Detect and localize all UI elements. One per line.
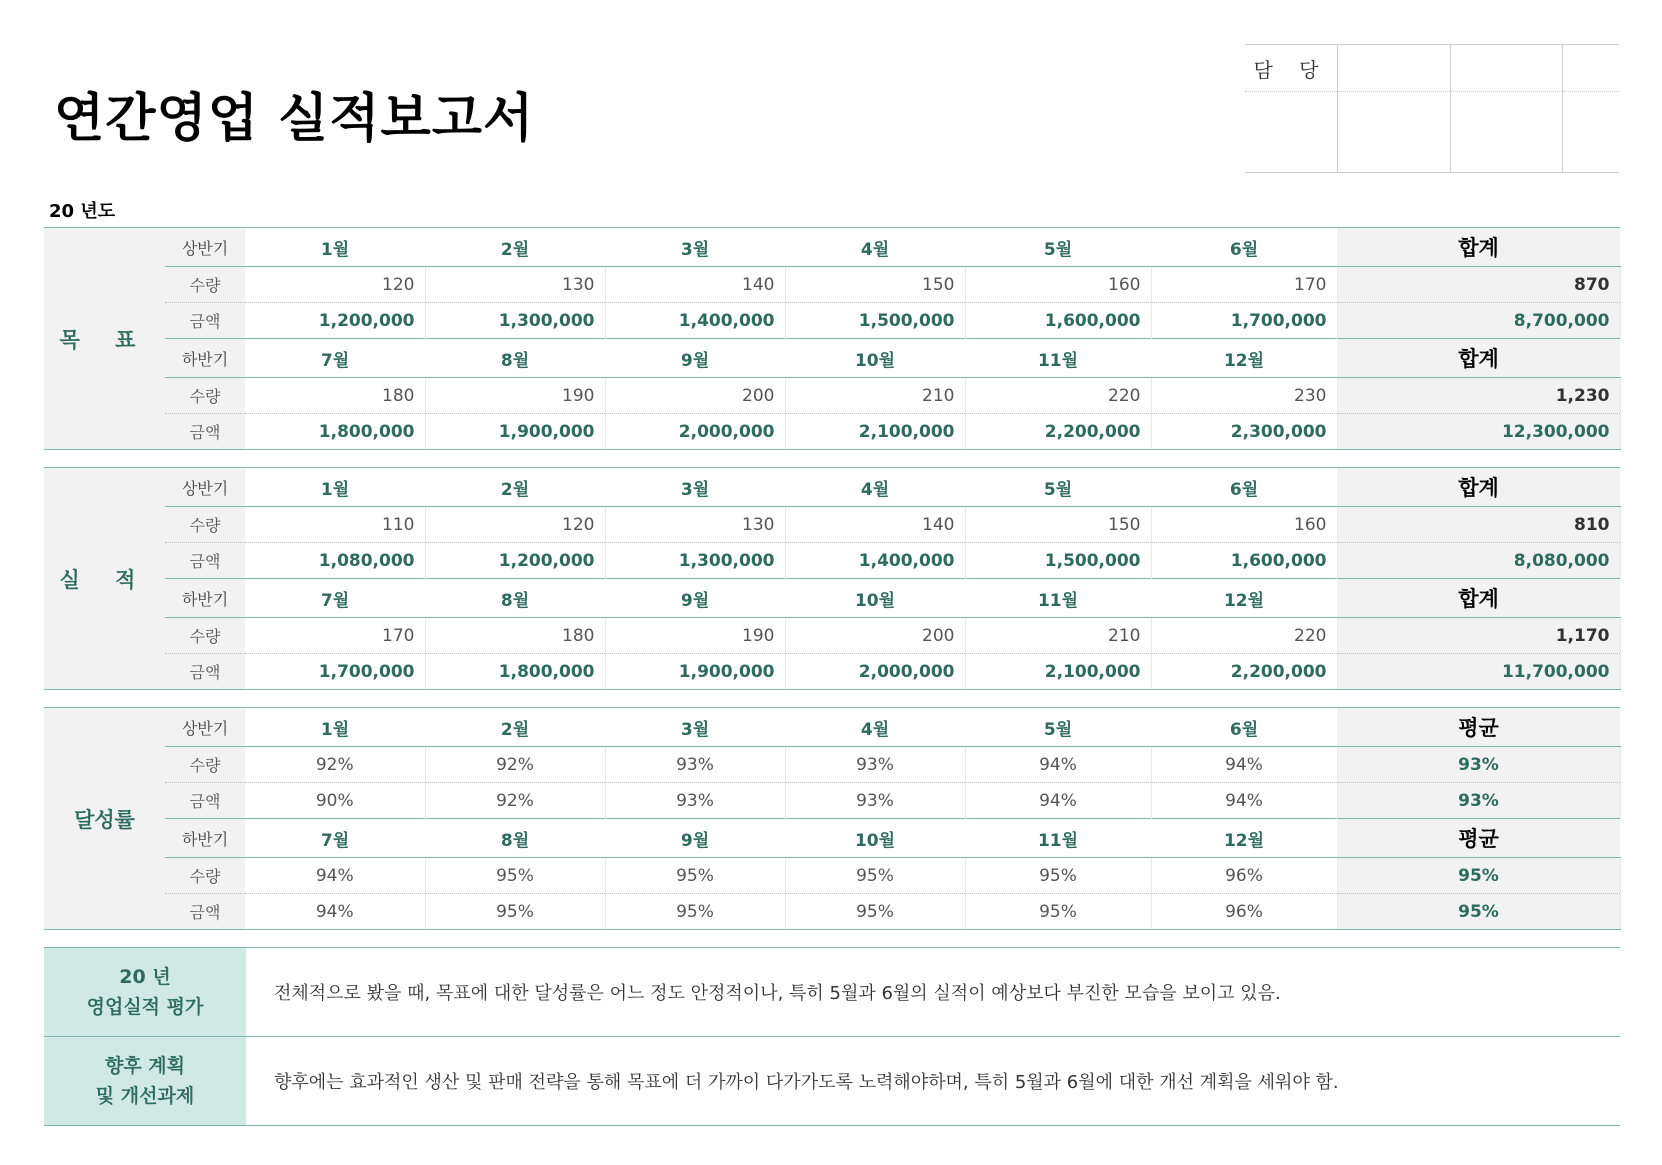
month-header: 11월 — [965, 819, 1151, 858]
amount-total: 93% — [1337, 783, 1620, 819]
month-header: 3월 — [605, 708, 785, 747]
quantity-cell[interactable]: 92% — [425, 747, 605, 783]
month-header: 7월 — [245, 339, 425, 378]
amount-cell[interactable]: 1,500,000 — [965, 543, 1151, 579]
row-label: 수량 — [165, 267, 245, 303]
page-title: 연간영업 실적보고서 — [54, 89, 535, 149]
row-label: 금액 — [165, 783, 245, 819]
amount-cell[interactable]: 1,400,000 — [785, 543, 965, 579]
amount-cell[interactable]: 2,200,000 — [1151, 654, 1337, 690]
quantity-cell[interactable]: 150 — [785, 267, 965, 303]
amount-cell[interactable]: 1,800,000 — [245, 414, 425, 450]
quantity-total: 1,170 — [1337, 618, 1620, 654]
amount-cell[interactable]: 1,200,000 — [425, 543, 605, 579]
quantity-cell[interactable]: 95% — [785, 858, 965, 894]
approval-label: 담 당 — [1245, 45, 1338, 92]
section-label: 실 적 — [44, 468, 165, 690]
total-header: 합계 — [1337, 579, 1620, 618]
row-label: 수량 — [165, 618, 245, 654]
month-header: 7월 — [245, 819, 425, 858]
row-label: 금액 — [165, 543, 245, 579]
amount-cell[interactable]: 2,100,000 — [965, 654, 1151, 690]
quantity-row — [44, 747, 1620, 783]
amount-cell[interactable]: 1,700,000 — [1151, 303, 1337, 339]
approval-box — [1245, 44, 1619, 173]
amount-cell[interactable]: 1,080,000 — [245, 543, 425, 579]
month-header: 1월 — [245, 228, 425, 267]
half-header-row — [44, 708, 1620, 747]
month-header: 10월 — [785, 339, 965, 378]
month-header: 2월 — [425, 468, 605, 507]
month-header: 6월 — [1151, 228, 1337, 267]
amount-cell[interactable]: 1,700,000 — [245, 654, 425, 690]
row-label: 수량 — [165, 378, 245, 414]
signature-cell[interactable] — [1563, 92, 1619, 173]
amount-cell[interactable]: 1,300,000 — [605, 543, 785, 579]
row-label: 수량 — [165, 507, 245, 543]
achievement-section — [44, 707, 1620, 930]
approval-cell[interactable] — [1450, 45, 1563, 92]
amount-cell[interactable]: 1,400,000 — [605, 303, 785, 339]
half-header-row — [44, 468, 1620, 507]
quantity-total: 1,230 — [1337, 378, 1620, 414]
half-header-row — [44, 819, 1620, 858]
quantity-row — [44, 618, 1620, 654]
amount-cell[interactable]: 93% — [605, 783, 785, 819]
total-header: 합계 — [1337, 228, 1620, 267]
quantity-cell[interactable]: 160 — [1151, 507, 1337, 543]
year-label: 20 년도 — [49, 201, 116, 222]
quantity-cell[interactable]: 190 — [605, 618, 785, 654]
month-header: 9월 — [605, 579, 785, 618]
amount-row — [44, 783, 1620, 819]
amount-cell[interactable]: 1,600,000 — [965, 303, 1151, 339]
section-label: 달성률 — [44, 708, 165, 930]
quantity-cell[interactable]: 210 — [785, 378, 965, 414]
total-header: 평균 — [1337, 819, 1620, 858]
amount-cell[interactable]: 2,000,000 — [605, 414, 785, 450]
approval-cell[interactable] — [1563, 45, 1619, 92]
amount-cell[interactable]: 2,000,000 — [785, 654, 965, 690]
amount-cell[interactable]: 1,900,000 — [425, 414, 605, 450]
evaluation-label: 20 년 영업실적 평가 — [44, 948, 246, 1037]
month-header: 4월 — [785, 708, 965, 747]
quantity-cell[interactable]: 94% — [1151, 747, 1337, 783]
row-label: 금액 — [165, 303, 245, 339]
month-header: 2월 — [425, 228, 605, 267]
month-header: 6월 — [1151, 708, 1337, 747]
amount-cell[interactable]: 94% — [965, 783, 1151, 819]
amount-cell[interactable]: 1,300,000 — [425, 303, 605, 339]
half-header-row — [44, 228, 1620, 267]
row-label: 금액 — [165, 414, 245, 450]
month-header: 12월 — [1151, 579, 1337, 618]
amount-total: 12,300,000 — [1337, 414, 1620, 450]
month-header: 5월 — [965, 468, 1151, 507]
half-label: 하반기 — [165, 579, 245, 618]
amount-cell[interactable]: 94% — [1151, 783, 1337, 819]
quantity-total: 95% — [1337, 858, 1620, 894]
quantity-cell[interactable]: 95% — [605, 858, 785, 894]
evaluation-row — [44, 948, 1620, 1037]
month-header: 7월 — [245, 579, 425, 618]
quantity-cell[interactable]: 160 — [965, 267, 1151, 303]
quantity-cell[interactable]: 93% — [605, 747, 785, 783]
amount-cell[interactable]: 93% — [785, 783, 965, 819]
amount-cell[interactable]: 95% — [785, 894, 965, 930]
half-header-row — [44, 579, 1620, 618]
quantity-cell[interactable]: 210 — [965, 618, 1151, 654]
row-label: 수량 — [165, 858, 245, 894]
half-label: 상반기 — [165, 708, 245, 747]
month-header: 1월 — [245, 708, 425, 747]
plan-row — [44, 1037, 1620, 1126]
amount-cell[interactable]: 1,600,000 — [1151, 543, 1337, 579]
amount-row — [44, 543, 1620, 579]
quantity-cell[interactable]: 93% — [785, 747, 965, 783]
amount-row — [44, 654, 1620, 690]
quantity-cell[interactable]: 200 — [785, 618, 965, 654]
amount-total: 11,700,000 — [1337, 654, 1620, 690]
half-label: 상반기 — [165, 468, 245, 507]
half-header-row — [44, 339, 1620, 378]
amount-total: 8,080,000 — [1337, 543, 1620, 579]
quantity-cell[interactable]: 180 — [245, 378, 425, 414]
approval-cell[interactable] — [1338, 45, 1451, 92]
quantity-cell[interactable]: 140 — [785, 507, 965, 543]
amount-row — [44, 414, 1620, 450]
quantity-cell[interactable]: 200 — [605, 378, 785, 414]
quantity-cell[interactable]: 220 — [1151, 618, 1337, 654]
row-label: 금액 — [165, 894, 245, 930]
amount-cell[interactable]: 1,200,000 — [245, 303, 425, 339]
quantity-cell[interactable]: 94% — [965, 747, 1151, 783]
month-header: 1월 — [245, 468, 425, 507]
quantity-cell[interactable]: 140 — [605, 267, 785, 303]
quantity-cell[interactable]: 170 — [245, 618, 425, 654]
month-header: 9월 — [605, 339, 785, 378]
amount-cell[interactable]: 1,800,000 — [425, 654, 605, 690]
month-header: 6월 — [1151, 468, 1337, 507]
quantity-total: 810 — [1337, 507, 1620, 543]
quantity-row — [44, 507, 1620, 543]
amount-cell[interactable]: 2,300,000 — [1151, 414, 1337, 450]
signature-cell[interactable] — [1450, 92, 1563, 173]
actual-section — [44, 467, 1620, 690]
row-label: 수량 — [165, 747, 245, 783]
evaluation-table — [44, 947, 1620, 1126]
amount-cell[interactable]: 90% — [245, 783, 425, 819]
month-header: 2월 — [425, 708, 605, 747]
month-header: 8월 — [425, 819, 605, 858]
half-label: 하반기 — [165, 339, 245, 378]
month-header: 12월 — [1151, 819, 1337, 858]
amount-total: 8,700,000 — [1337, 303, 1620, 339]
amount-row — [44, 303, 1620, 339]
amount-total: 95% — [1337, 894, 1620, 930]
quantity-cell[interactable]: 95% — [425, 858, 605, 894]
quantity-cell[interactable]: 95% — [965, 858, 1151, 894]
month-header: 9월 — [605, 819, 785, 858]
target-section — [44, 227, 1620, 450]
evaluation-text[interactable]: 전체적으로 봤을 때, 목표에 대한 달성률은 어느 정도 안정적이나, 특히 5월과 6월의 실적이 예상보다 부진한 모습을 보이고 있음. — [246, 948, 1620, 1037]
month-header: 5월 — [965, 708, 1151, 747]
half-label: 상반기 — [165, 228, 245, 267]
month-header: 4월 — [785, 228, 965, 267]
amount-cell[interactable]: 94% — [245, 894, 425, 930]
plan-text[interactable]: 향후에는 효과적인 생산 및 판매 전략을 통해 목표에 더 가까이 다가가도록 노력해야하며, 특히 5월과 6월에 대한 개선 계획을 세워야 함. — [246, 1037, 1620, 1126]
amount-cell[interactable]: 92% — [425, 783, 605, 819]
quantity-cell[interactable]: 110 — [245, 507, 425, 543]
amount-cell[interactable]: 96% — [1151, 894, 1337, 930]
quantity-cell[interactable]: 220 — [965, 378, 1151, 414]
quantity-cell[interactable]: 190 — [425, 378, 605, 414]
month-header: 10월 — [785, 819, 965, 858]
quantity-cell[interactable]: 180 — [425, 618, 605, 654]
amount-cell[interactable]: 95% — [965, 894, 1151, 930]
quantity-cell[interactable]: 150 — [965, 507, 1151, 543]
quantity-cell[interactable]: 130 — [425, 267, 605, 303]
month-header: 5월 — [965, 228, 1151, 267]
signature-cell[interactable] — [1338, 92, 1451, 173]
month-header: 3월 — [605, 228, 785, 267]
total-header: 합계 — [1337, 468, 1620, 507]
amount-row — [44, 894, 1620, 930]
month-header: 12월 — [1151, 339, 1337, 378]
row-label: 금액 — [165, 654, 245, 690]
month-header: 3월 — [605, 468, 785, 507]
month-header: 8월 — [425, 339, 605, 378]
month-header: 10월 — [785, 579, 965, 618]
plan-label: 향후 계획 및 개선과제 — [44, 1037, 246, 1126]
section-label: 목 표 — [44, 228, 165, 450]
quantity-cell[interactable]: 94% — [245, 858, 425, 894]
quantity-cell[interactable]: 230 — [1151, 378, 1337, 414]
quantity-row — [44, 378, 1620, 414]
quantity-row — [44, 858, 1620, 894]
quantity-cell[interactable]: 170 — [1151, 267, 1337, 303]
total-header: 합계 — [1337, 339, 1620, 378]
quantity-total: 870 — [1337, 267, 1620, 303]
quantity-cell[interactable]: 96% — [1151, 858, 1337, 894]
quantity-total: 93% — [1337, 747, 1620, 783]
amount-cell[interactable]: 1,900,000 — [605, 654, 785, 690]
quantity-cell[interactable]: 130 — [605, 507, 785, 543]
month-header: 4월 — [785, 468, 965, 507]
month-header: 8월 — [425, 579, 605, 618]
quantity-cell[interactable]: 120 — [245, 267, 425, 303]
month-header: 11월 — [965, 339, 1151, 378]
quantity-cell[interactable]: 92% — [245, 747, 425, 783]
half-label: 하반기 — [165, 819, 245, 858]
amount-cell[interactable]: 95% — [425, 894, 605, 930]
month-header: 11월 — [965, 579, 1151, 618]
quantity-row — [44, 267, 1620, 303]
amount-cell[interactable]: 1,500,000 — [785, 303, 965, 339]
amount-cell[interactable]: 2,200,000 — [965, 414, 1151, 450]
amount-cell[interactable]: 95% — [605, 894, 785, 930]
amount-cell[interactable]: 2,100,000 — [785, 414, 965, 450]
total-header: 평균 — [1337, 708, 1620, 747]
quantity-cell[interactable]: 120 — [425, 507, 605, 543]
